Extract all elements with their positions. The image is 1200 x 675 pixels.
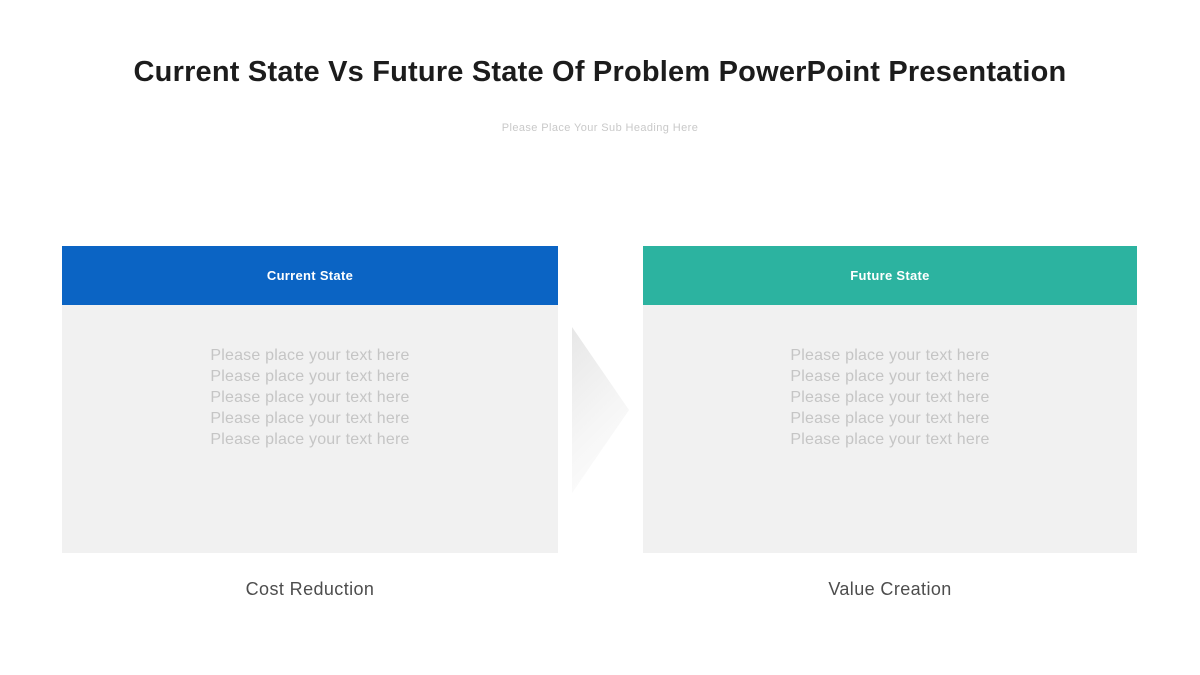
placeholder-text-line: Please place your text here <box>210 347 410 364</box>
future-state-body <box>643 305 1137 553</box>
page-title: Current State Vs Future State Of Problem PowerPoint Presentation <box>133 56 1067 88</box>
placeholder-text-line: Please place your text here <box>210 431 410 448</box>
placeholder-text-line: Please place your text here <box>210 410 410 427</box>
placeholder-text-line: Please place your text here <box>790 368 990 385</box>
placeholder-text-line: Please place your text here <box>790 347 990 364</box>
future-state-header-label: Future State <box>850 268 930 283</box>
current-state-header-label: Current State <box>266 268 354 283</box>
placeholder-text-line: Please place your text here <box>790 410 990 427</box>
placeholder-text-line: Please place your text here <box>210 389 410 406</box>
current-state-header <box>62 246 558 305</box>
current-state-panel <box>62 246 558 553</box>
current-state-body <box>62 305 558 553</box>
future-state-caption: Value Creation <box>828 578 952 599</box>
subheading-placeholder: Please Place Your Sub Heading Here <box>501 122 699 134</box>
current-state-caption: Cost Reduction <box>245 578 375 599</box>
placeholder-text-line: Please place your text here <box>790 389 990 406</box>
placeholder-text-line: Please place your text here <box>790 431 990 448</box>
right-arrow-icon <box>572 327 629 493</box>
placeholder-text-line: Please place your text here <box>210 368 410 385</box>
future-state-header <box>643 246 1137 305</box>
future-state-panel <box>643 246 1137 553</box>
